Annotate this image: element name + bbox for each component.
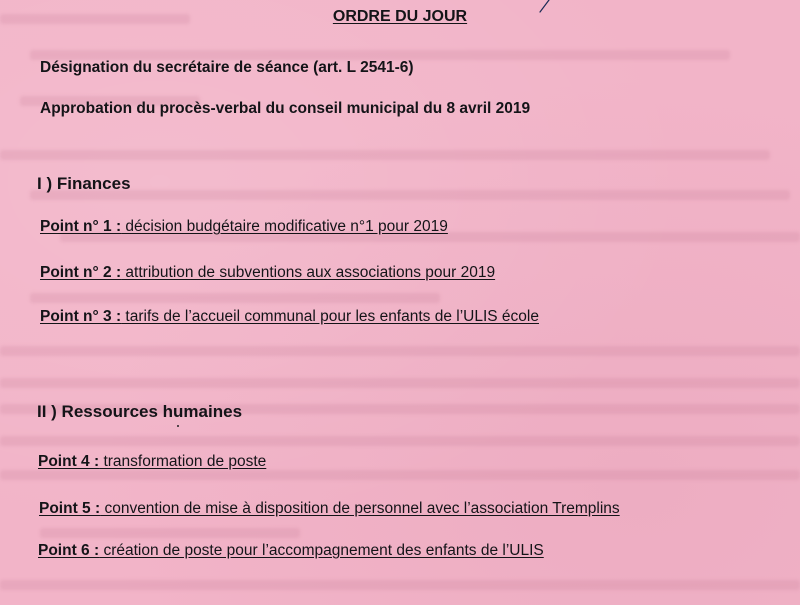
agenda-point-6 [38, 542, 544, 560]
agenda-point-4 [38, 453, 266, 471]
agenda-point-3 [40, 308, 539, 326]
point-label: Point n° 2 : [40, 264, 122, 281]
intro-line-secretary: Désignation du secrétaire de séance (art. L 2541-6) [40, 59, 414, 76]
point-label: Point 4 : [38, 453, 100, 470]
ink-speck [177, 425, 179, 427]
point-label: Point 6 : [38, 542, 100, 559]
point-text: création de poste pour l’accompagnement des enfants de l’ULIS [99, 542, 544, 559]
point-text: convention de mise à disposition de personnel avec l’association Tremplins [100, 500, 620, 517]
section-heading-finances: I ) Finances [37, 174, 131, 193]
point-text: attribution de subventions aux associations pour 2019 [121, 264, 496, 281]
point-label: Point n° 1 : [40, 218, 122, 235]
agenda-point-2 [40, 264, 495, 282]
intro-line-approval: Approbation du procès-verbal du conseil municipal du 8 avril 2019 [40, 100, 531, 117]
section-heading-ressources-humaines: II ) Ressources humaines [37, 402, 243, 421]
point-label: Point 5 : [39, 500, 101, 517]
agenda-title: ORDRE DU JOUR [332, 8, 468, 25]
point-text: transformation de poste [99, 453, 267, 470]
point-text: tarifs de l’accueil communal pour les enfants de l’ULIS école [121, 308, 539, 325]
point-label: Point n° 3 : [40, 308, 122, 325]
agenda-point-5 [39, 500, 620, 518]
agenda-point-1 [40, 218, 448, 236]
point-text: décision budgétaire modificative n°1 pour 2019 [121, 218, 448, 235]
